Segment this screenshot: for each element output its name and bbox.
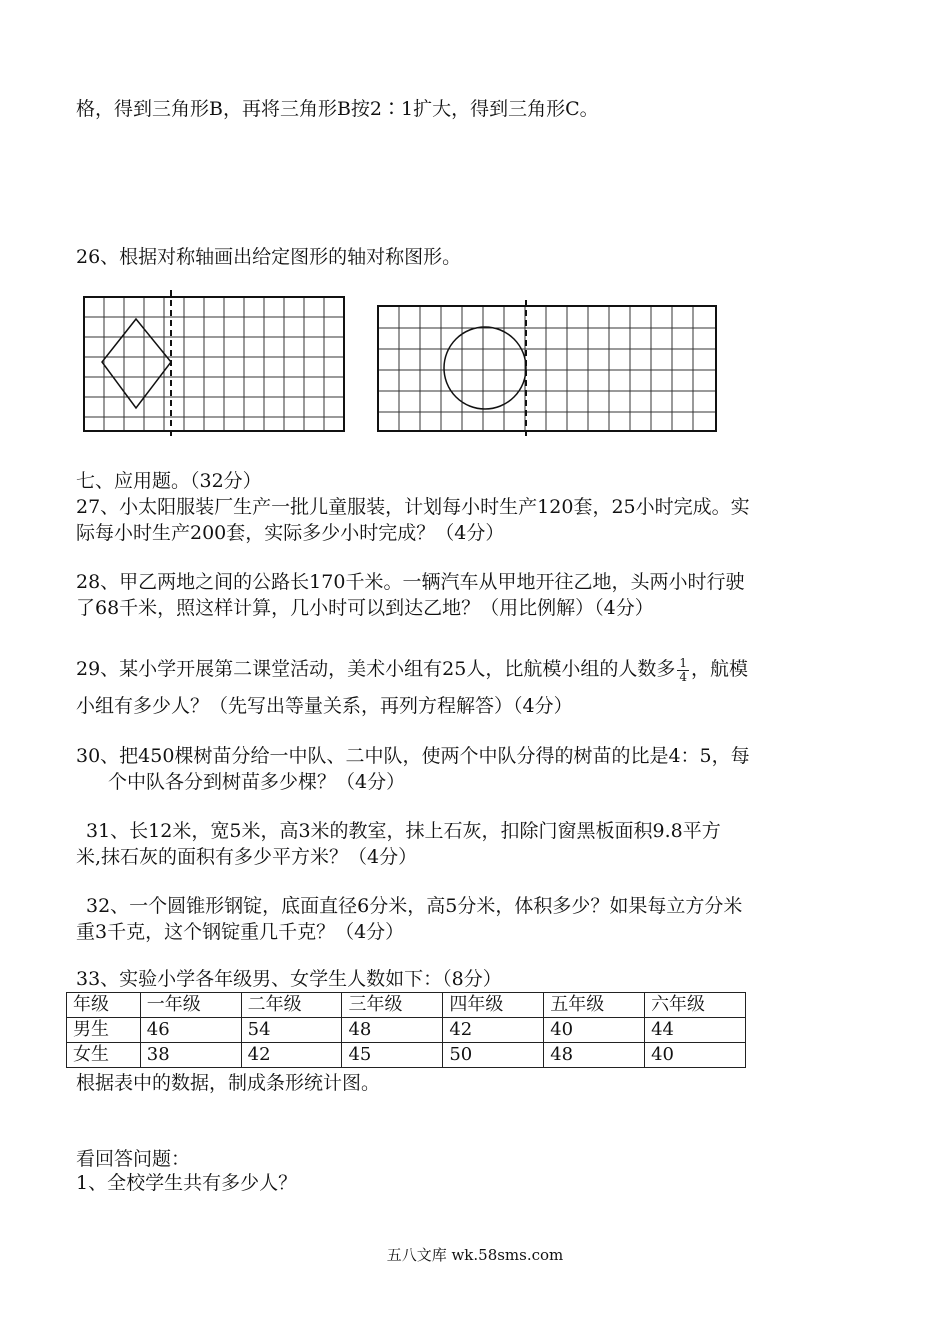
table-cell: 44 (645, 1018, 746, 1043)
question-30-line1: 30、把450棵树苗分给一中队、二中队，使两个中队分得的树苗的比是4：5，每 (76, 745, 750, 767)
table-cell: 一年级 (140, 993, 241, 1018)
answer-questions-heading: 看回答问题： (76, 1148, 191, 1170)
grid-figure-rhombus (82, 290, 346, 440)
table-cell: 二年级 (241, 993, 342, 1018)
table-row (67, 1043, 746, 1068)
circle-shape (444, 327, 526, 409)
question-29-line1 (76, 656, 748, 684)
table-header-row (67, 993, 746, 1018)
table-cell: 女生 (67, 1043, 141, 1068)
table-cell: 42 (443, 1018, 544, 1043)
question-28-line1: 28、甲乙两地之间的公路长170千米。一辆汽车从甲地开往乙地，头两小时行驶 (76, 571, 745, 593)
question-32-line1: 32、一个圆锥形钢锭，底面直径6分米，高5分米，体积多少？如果每立方分米 (86, 895, 743, 917)
fraction-one-quarter: $\frac{1}{4}$ (679, 655, 687, 684)
table-cell: 46 (140, 1018, 241, 1043)
bar-chart-instruction: 根据表中的数据，制成条形统计图。 (76, 1072, 381, 1094)
question-31-line1: 31、长12米，宽5米，高3米的教室，抹上石灰，扣除门窗黑板面积9.8平方 (86, 820, 721, 842)
section-7-heading: 七、应用题。（32分） (76, 470, 262, 492)
table-cell: 45 (342, 1043, 443, 1068)
question-27-line1: 27、小太阳服装厂生产一批儿童服装，计划每小时生产120套，25小时完成。实 (76, 496, 750, 518)
grid-figure-circle (374, 300, 720, 436)
table-cell: 38 (140, 1043, 241, 1068)
question-29-line2: 小组有多少人？（先写出等量关系，再列方程解答）（4分） (76, 695, 573, 717)
table-cell: 男生 (67, 1018, 141, 1043)
table-row (67, 1018, 746, 1043)
table-cell: 50 (443, 1043, 544, 1068)
question-28-line2: 了68千米，照这样计算，几小时可以到达乙地？（用比例解）（4分） (76, 597, 654, 619)
table-cell: 六年级 (645, 993, 746, 1018)
question-26: 26、根据对称轴画出给定图形的轴对称图形。 (76, 246, 462, 268)
rhombus-shape (102, 319, 171, 408)
student-count-table (66, 992, 746, 1068)
table-cell: 40 (645, 1043, 746, 1068)
table-cell: 54 (241, 1018, 342, 1043)
table-cell: 五年级 (544, 993, 645, 1018)
table-cell: 40 (544, 1018, 645, 1043)
table-cell: 三年级 (342, 993, 443, 1018)
sub-question-1: 1、全校学生共有多少人？ (76, 1172, 298, 1194)
question-32-line2: 重3千克，这个钢锭重几千克？（4分） (76, 921, 405, 943)
question-33: 33、实验小学各年级男、女学生人数如下：（8分） (76, 968, 502, 990)
question-27-line2: 际每小时生产200套，实际多少小时完成？（4分） (76, 522, 505, 544)
table-cell: 48 (342, 1018, 443, 1043)
question-30-line2: 个中队各分到树苗多少棵？（4分） (108, 771, 406, 793)
page-footer: 五八文库 wk.58sms.com (386, 1246, 564, 1264)
table-cell: 四年级 (443, 993, 544, 1018)
table-cell: 48 (544, 1043, 645, 1068)
table-cell: 42 (241, 1043, 342, 1068)
table-cell: 年级 (67, 993, 141, 1018)
question-29-text: 29、某小学开展第二课堂活动，美术小组有25人，比航模小组的人数多 (76, 658, 676, 680)
question-31-line2: 米,抹石灰的面积有多少平方米？（4分） (76, 846, 418, 868)
question-29-text-end: ，航模 (691, 658, 749, 680)
line-triangle-instruction: 格，得到三角形B，再将三角形B按2∶1扩大，得到三角形C。 (76, 98, 599, 120)
